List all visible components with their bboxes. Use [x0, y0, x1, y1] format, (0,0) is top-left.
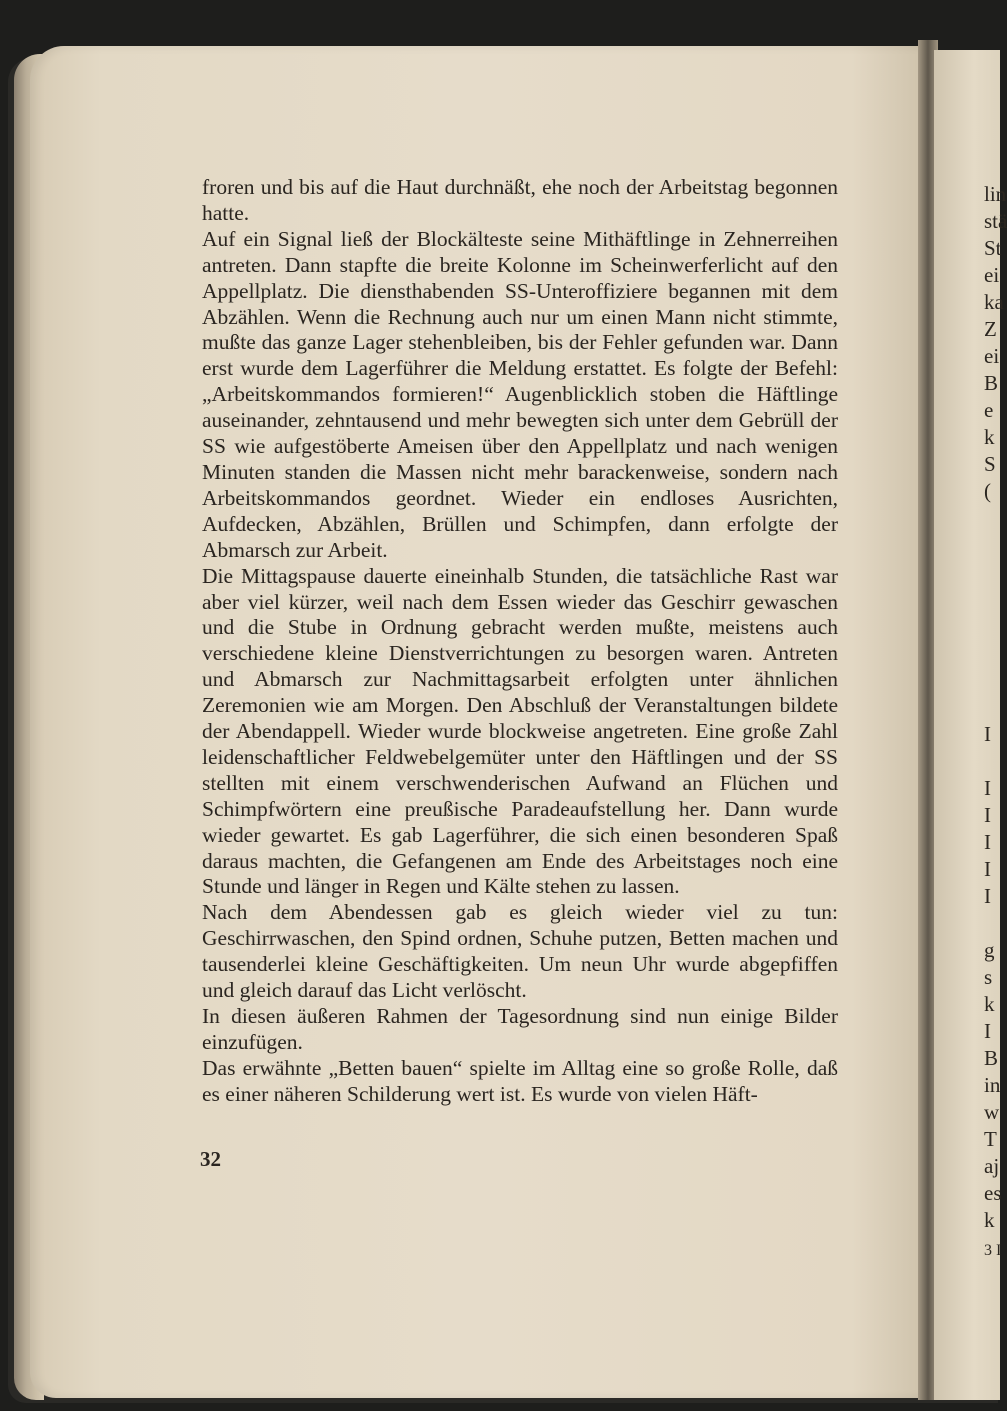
paragraph: In diesen äußeren Rahmen der Tagesordnung sind nun einige Bilder einzufügen. — [202, 1004, 838, 1054]
facing-text-fragment: e — [984, 398, 994, 422]
facing-text-fragment: es — [984, 1181, 1002, 1205]
page-number: 32 — [200, 1147, 221, 1171]
facing-text-fragment: I — [984, 857, 991, 881]
facing-text-fragment: s — [984, 965, 993, 989]
facing-page-edge — [934, 50, 1007, 1400]
facing-text-fragment: k — [984, 1208, 995, 1232]
facing-text-fragment: stä — [984, 209, 1007, 233]
facing-text-fragment: B — [984, 371, 999, 395]
facing-text-fragment: ka — [984, 290, 1004, 314]
body-text — [202, 175, 838, 1108]
facing-text-fragment: I — [984, 722, 991, 746]
facing-text-fragment: I — [984, 884, 991, 908]
paragraph: Die Mittagspause dauerte eineinhalb Stunden, die tatsächliche Rast war aber viel kürzer, weil nach dem Essen wieder das Geschirr gewaschen und die Stube in Ordnung gebracht werden mußte, meistens auch verschiedene kleine Dienstverrichtungen zu besorgen waren. Antreten und Abmarsch zur Nachmittagsarbeit erfolgten unter ähnlichen Zeremonien wie am Morgen. Den Abschluß der Veranstaltungen bildete der Abendappell. Wieder wurde blockweise angetreten. Eine große Zahl leidenschaftlicher Feldwebelgemüter unter den Häftlingen und der SS stellten mit einem verschwenderischen Aufwand an Flüchen und Schimpfwörtern eine preußische Paradeaufstellung her. Dann wurde wieder gewartet. Es gab Lagerführer, die sich einen besonderen Spaß daraus machten, die Gefangenen am Ende des Arbeitstages noch eine Stunde und länger in Regen und Kälte stehen zu lassen. — [202, 563, 838, 899]
paragraph: Nach dem Abendessen gab es gleich wieder viel zu tun: Geschirrwaschen, den Spind ordnen, Schuhe putzen, Betten machen und tausenderlei kleine Geschäftigkeiten. Um neun Uhr wurde abgepfiffen und gleich darauf das Licht verlöscht. — [202, 900, 838, 1003]
facing-text-fragment: T — [984, 1127, 997, 1151]
facing-text-fragment: w — [984, 1100, 1000, 1124]
facing-text-fragment: k — [984, 992, 995, 1016]
facing-text-fragment: g — [984, 938, 995, 962]
facing-text-fragment: ( — [984, 479, 991, 503]
paragraph: froren und bis auf die Haut durchnäßt, ehe noch der Arbeitstag begonnen hatte. — [202, 175, 838, 225]
paragraph: Auf ein Signal ließ der Blockälteste seine Mithäftlinge in Zehnerreihen antreten. Dann stapfte die breite Kolonne im Scheinwerferlicht auf den Appellplatz. Die diensthabenden SS-Unteroffiziere begannen mit dem Abzählen. Wenn die Rechnung auch nur um einen Mann nicht stimmte, mußte das ganze Lager stehenbleiben, bis der Fehler gefunden war. Dann erst wurde dem Lagerführer die Meldung erstattet. Es folgte der Befehl: „Arbeitskommandos formieren!“ Augenblicklich stoben die Häftlinge auseinander, zehntausend und mehr bewegten sich unter dem Gebrüll der SS wie aufgestöberte Ameisen über den Appellplatz und nach wenigen Minuten standen die Massen nicht mehr barackenweise, sondern nach Arbeitskommandos geordnet. Wieder ein endloses Ausrichten, Aufdecken, Abzählen, Brüllen und Schimpfen, dann erfolgte der Abmarsch zur Arbeit. — [202, 226, 838, 562]
facing-page-number: 3 I — [984, 1242, 1002, 1259]
facing-text-fragment: lin — [984, 182, 1007, 206]
facing-text-fragment: St — [984, 236, 1002, 260]
facing-text-fragment: k — [984, 425, 995, 449]
facing-text-fragment: I — [984, 1019, 991, 1043]
facing-text-fragment: I — [984, 830, 991, 854]
facing-text-fragment: in — [984, 1073, 1001, 1097]
facing-text-fragment: aj — [984, 1154, 1000, 1178]
facing-text-fragment: S — [984, 452, 996, 476]
paragraph: Das erwähnte „Betten bauen“ spielte im Alltag eine so große Rolle, daß es einer näheren Schilderung wert ist. Es wurde von vielen Häft- — [202, 1055, 838, 1106]
facing-text-fragment: I — [984, 803, 991, 827]
facing-text-fragment: B — [984, 1046, 999, 1070]
facing-text-fragment: I — [984, 776, 991, 800]
facing-text-fragment: ei — [984, 344, 1000, 368]
facing-text-fragment: ei — [984, 263, 1000, 287]
facing-text-fragment: Z — [984, 317, 997, 341]
